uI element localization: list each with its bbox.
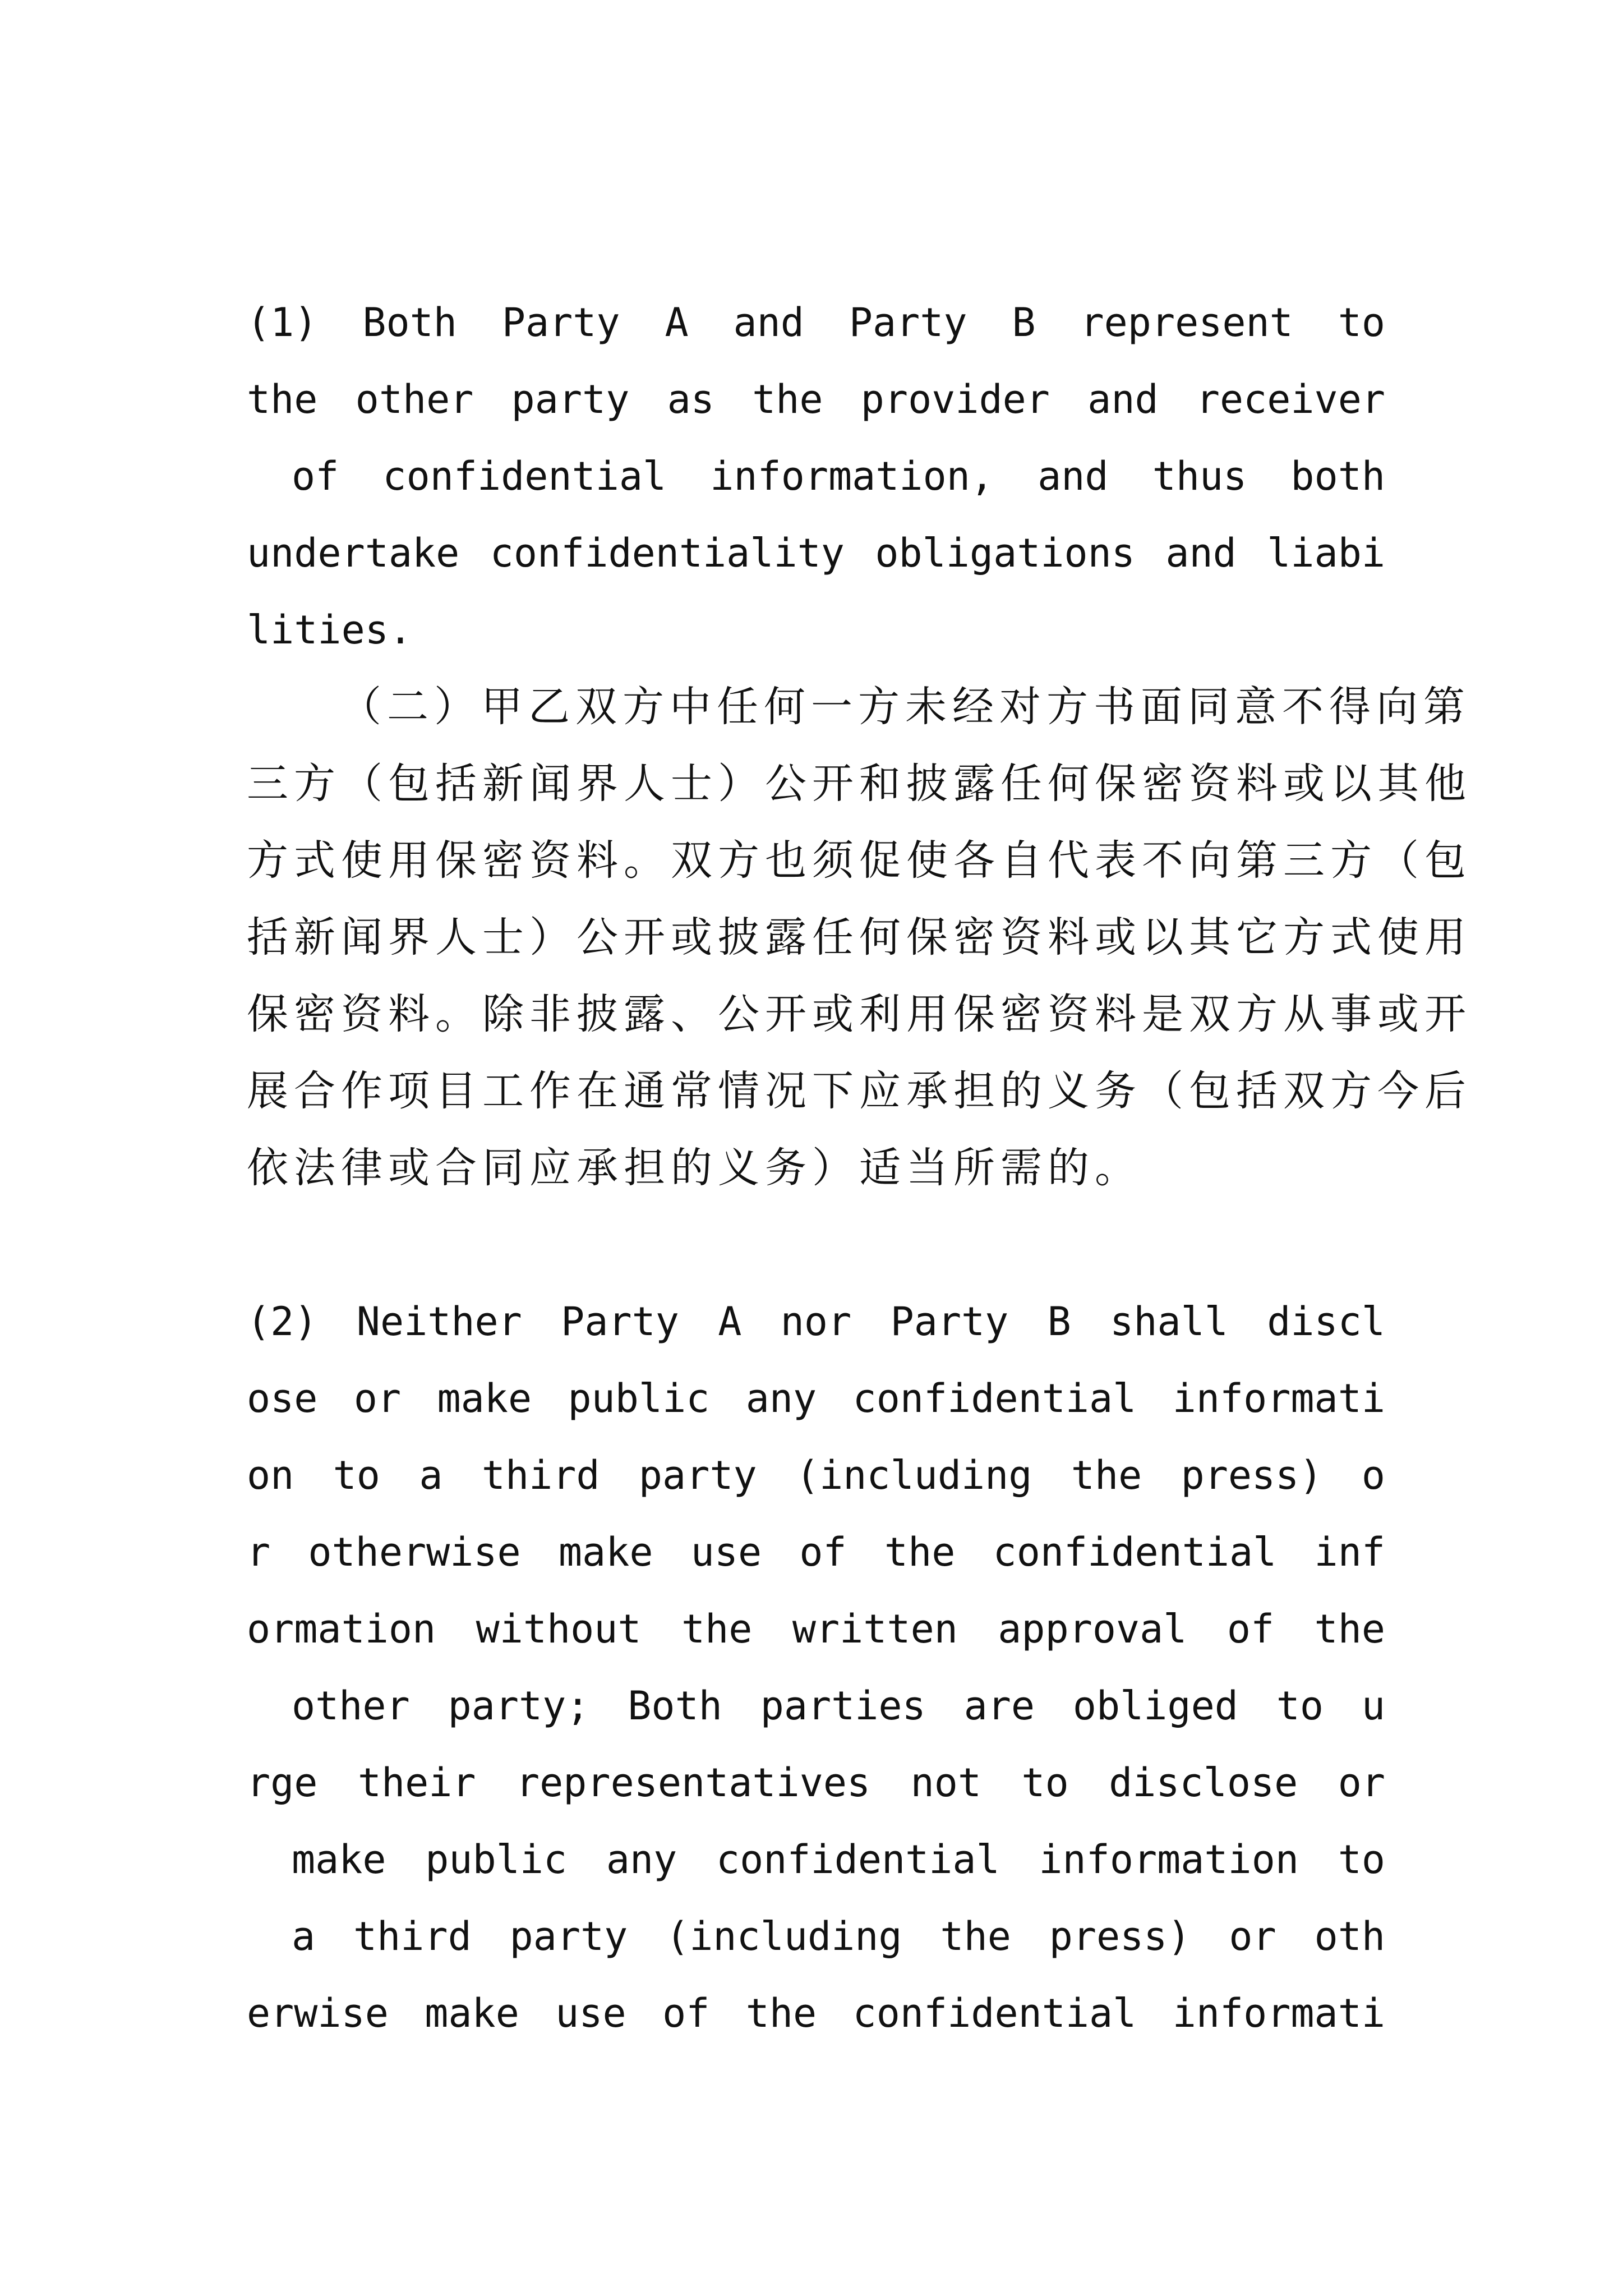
paragraph-1-line: undertake confidentiality obligations and liabi [247,530,1385,576]
paragraph-2-zh-line: 保密资料。除非披露、公开或利用保密资料是双方从事或开 [247,990,1472,1038]
paragraph-2-en-line: ose or make public any confidential informati [247,1375,1385,1421]
paragraph-2-en-line: ormation without the written approval of the [247,1606,1385,1652]
paragraph-2-zh-line: 方式使用保密资料。双方也须促使各自代表不向第三方（包 [247,836,1472,885]
paragraph-1-line: of confidential information, and thus both [292,453,1385,499]
paragraph-2-en-line: erwise make use of the confidential informati [247,1990,1385,2036]
paragraph-2-en-line: other party; Both parties are obliged to u [292,1683,1385,1729]
paragraph-2-en-line: a third party (including the press) or oth [292,1913,1385,1959]
paragraph-2-en-line: r otherwise make use of the confidential inf [247,1529,1385,1575]
paragraph-2-zh-line: 展合作项目工作在通常情况下应承担的义务（包括双方今后 [247,1067,1472,1115]
paragraph-2-en-line: rge their representatives not to disclose or [247,1760,1385,1806]
paragraph-1-line: lities. [247,607,413,653]
paragraph-2-zh-line: 括新闻界人士）公开或披露任何保密资料或以其它方式使用 [247,913,1472,961]
paragraph-2-zh-line: （二）甲乙双方中任何一方未经对方书面同意不得向第 [340,683,1470,731]
paragraph-2-zh-line: 依法律或合同应承担的义务）适当所需的。 [247,1144,1142,1192]
paragraph-2-zh-line: 三方（包括新闻界人士）公开和披露任何保密资料或以其他 [247,760,1472,808]
paragraph-1-line: (1) Both Party A and Party B represent to [247,300,1385,346]
paragraph-2-en-line: (2) Neither Party A nor Party B shall discl [247,1299,1385,1345]
paragraph-2-en-line: make public any confidential information to [292,1837,1385,1883]
paragraph-2-en-line: on to a third party (including the press) o [247,1452,1385,1498]
paragraph-1-line: the other party as the provider and receiver [247,376,1385,422]
